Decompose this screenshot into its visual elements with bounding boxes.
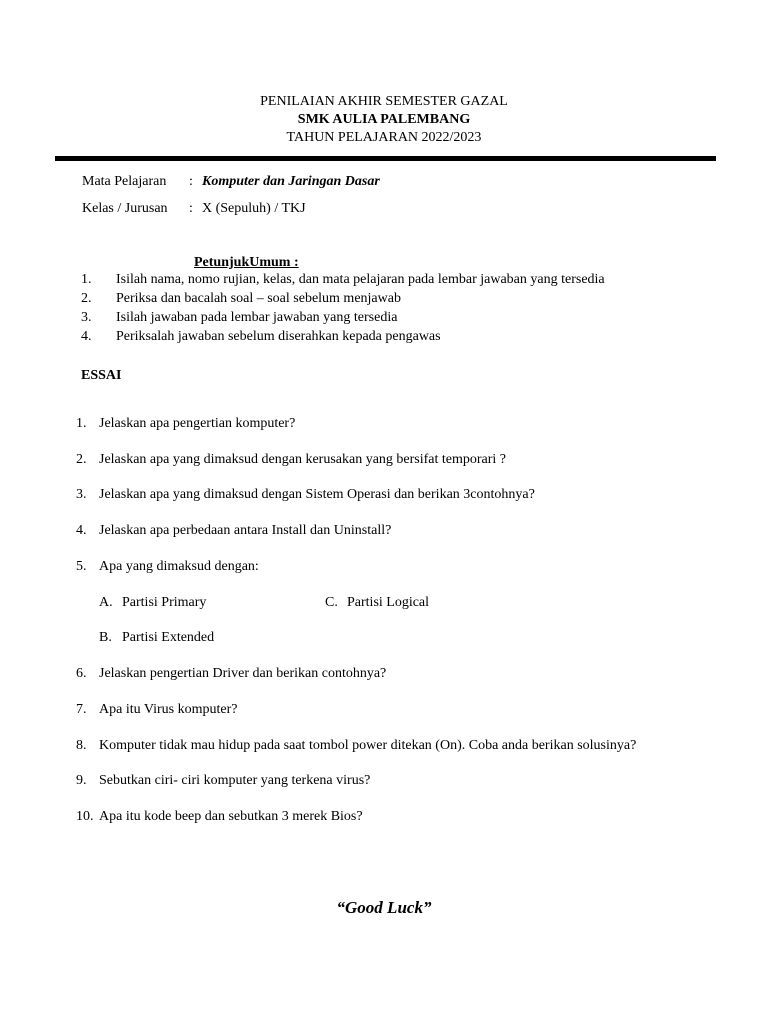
question-number: 3. (76, 487, 87, 502)
question-text: Sebutkan ciri- ciri komputer yang terkena virus? (99, 773, 371, 788)
question-text: Jelaskan apa pengertian komputer? (99, 416, 296, 431)
option-letter: C. (325, 595, 338, 610)
question-number: 6. (76, 666, 87, 681)
good-luck-text: “Good Luck” (336, 898, 432, 917)
instruction-number: 3. (81, 310, 92, 325)
question-number: 5. (76, 559, 87, 574)
class-colon: : (189, 201, 193, 216)
option-text: Partisi Primary (122, 595, 207, 610)
subject-value: Komputer dan Jaringan Dasar (202, 174, 380, 189)
question-text: Komputer tidak mau hidup pada saat tombol power ditekan (On). Coba anda berikan solusinya? (99, 738, 637, 753)
question-text: Jelaskan apa yang dimaksud dengan kerusakan yang bersifat temporari ? (99, 452, 507, 467)
question-text: Apa itu Virus komputer? (99, 702, 238, 717)
question-number: 2. (76, 452, 87, 467)
question-number: 8. (76, 738, 87, 753)
header-divider (55, 156, 716, 161)
question-number: 7. (76, 702, 87, 717)
section-title: ESSAI (81, 368, 122, 383)
instruction-text: Isilah jawaban pada lembar jawaban yang tersedia (116, 310, 398, 325)
school-name: SMK AULIA PALEMBANG (297, 112, 471, 127)
question-text: Jelaskan apa perbedaan antara Install dan Uninstall? (99, 523, 392, 538)
instruction-text: Periksalah jawaban sebelum diserahkan kepada pengawas (116, 329, 441, 344)
class-label: Kelas / Jurusan (82, 201, 168, 216)
instruction-number: 4. (81, 329, 92, 344)
question-number: 1. (76, 416, 87, 431)
subject-label: Mata Pelajaran (82, 174, 167, 189)
exam-title: PENILAIAN AKHIR SEMESTER GAZAL (260, 94, 508, 109)
option-letter: B. (99, 630, 112, 645)
academic-year: TAHUN PELAJARAN 2022/2023 (286, 130, 482, 145)
question-text: Apa yang dimaksud dengan: (99, 559, 259, 574)
question-number: 4. (76, 523, 87, 538)
subject-colon: : (189, 174, 193, 189)
option-text: Partisi Logical (347, 595, 430, 610)
option-letter: A. (99, 595, 113, 610)
question-text: Jelaskan apa yang dimaksud dengan Sistem Operasi dan berikan 3contohnya? (99, 487, 535, 502)
question-text: Apa itu kode beep dan sebutkan 3 merek Bios? (99, 809, 363, 824)
instruction-text: Isilah nama, nomo rujian, kelas, dan mata pelajaran pada lembar jawaban yang tersedia (116, 272, 605, 287)
question-text: Jelaskan pengertian Driver dan berikan contohnya? (99, 666, 387, 681)
option-text: Partisi Extended (122, 630, 215, 645)
instruction-number: 2. (81, 291, 92, 306)
class-value: X (Sepuluh) / TKJ (202, 201, 306, 216)
question-number: 9. (76, 773, 87, 788)
instructions-title: PetunjukUmum : (194, 255, 299, 270)
question-number: 10. (76, 809, 94, 824)
instruction-text: Periksa dan bacalah soal – soal sebelum menjawab (116, 291, 401, 306)
instruction-number: 1. (81, 272, 92, 287)
